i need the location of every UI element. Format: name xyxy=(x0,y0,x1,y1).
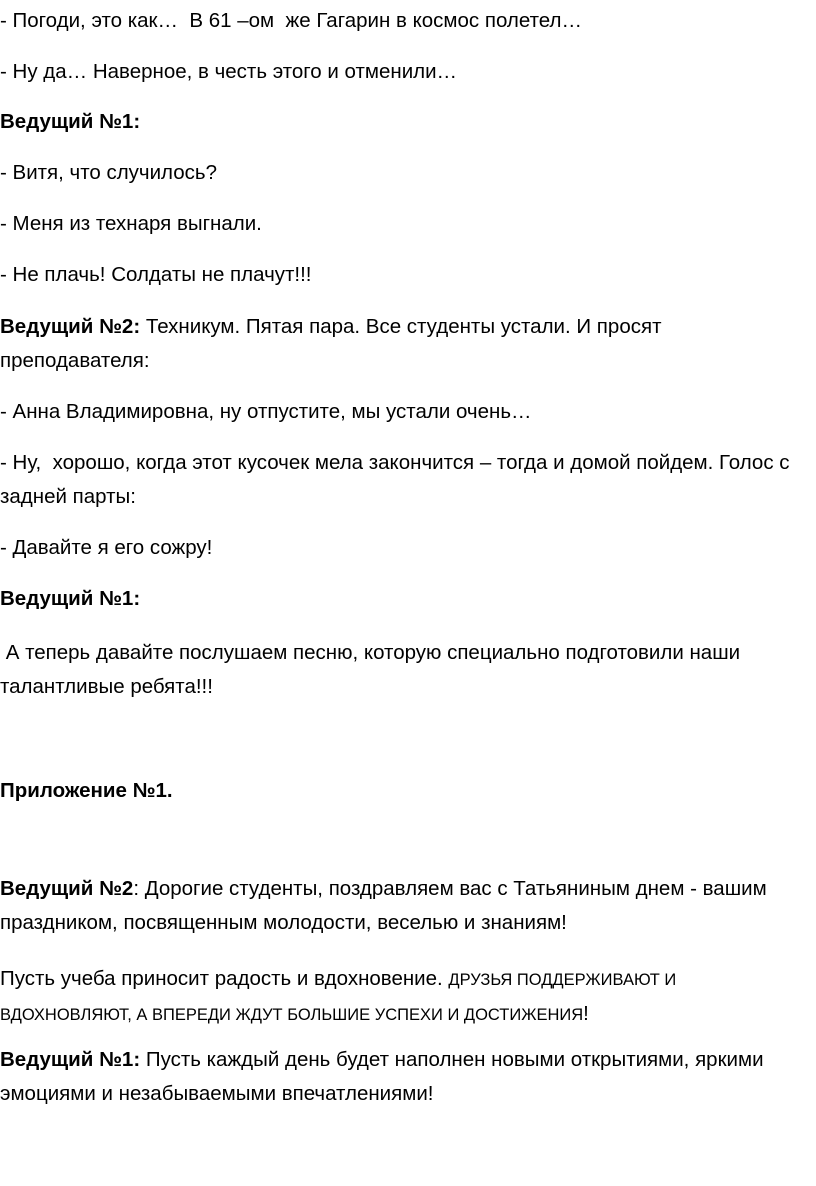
dialogue-line-4: - Меня из технаря выгнали. xyxy=(0,212,262,235)
paragraph-end: ! xyxy=(583,1002,589,1025)
paragraph-text: Пусть каждый день будет наполнен новыми открытиями, яркими эмоциями и незабываемыми впечатлениями! xyxy=(0,1048,770,1105)
speaker-label: Ведущий №1: xyxy=(0,1048,141,1071)
speaker-paragraph-2 xyxy=(0,310,810,378)
dialogue-line-8: - Давайте я его сожру! xyxy=(0,536,213,559)
paragraph-text: : Дорогие студенты, поздравляем вас с Татьяниным днем - вашим праздником, посвященным молодости, веселью и знаниям! xyxy=(0,877,773,934)
song-announcement: А теперь давайте послушаем песню, которую специально подготовили наши талантливые ребята!!! xyxy=(0,641,746,698)
speaker-label: Ведущий №2: xyxy=(0,315,141,338)
dialogue-line-5: - Не плачь! Солдаты не плачут!!! xyxy=(0,263,312,286)
speaker-paragraph-4 xyxy=(0,872,810,940)
appendix-title: Приложение №1. xyxy=(0,779,173,802)
caps-text: ДРУЗЬЯ ПОДДЕРЖИВАЮТ И ВДОХНОВЛЯЮТ, А ВПЕРЕДИ ЖДУТ БОЛЬШИЕ УСПЕХИ И ДОСТИЖЕНИЯ xyxy=(0,971,681,1024)
speaker-paragraph-5 xyxy=(0,1043,810,1111)
wish-paragraph xyxy=(0,962,810,1032)
speaker-heading-3: Ведущий №1: xyxy=(0,587,141,610)
paragraph-text: Пусть учеба приносит радость и вдохновение. xyxy=(0,967,449,990)
dialogue-line-3: - Витя, что случилось? xyxy=(0,161,217,184)
dialogue-line-2: - Ну да… Наверное, в честь этого и отменили… xyxy=(0,60,458,83)
dialogue-line-7: - Ну, хорошо, когда этот кусочек мела закончится – тогда и домой пойдем. Голос с задней парты: xyxy=(0,451,796,508)
paragraph-text: Техникум. Пятая пара. Все студенты устали. И просят преподавателя: xyxy=(0,315,668,372)
dialogue-line-6: - Анна Владимировна, ну отпустите, мы устали очень… xyxy=(0,400,532,423)
dialogue-line-1: - Погоди, это как… В 61 –ом же Гагарин в космос полетел… xyxy=(0,9,582,32)
speaker-label: Ведущий №2 xyxy=(0,877,134,900)
speaker-heading-1: Ведущий №1: xyxy=(0,110,141,133)
